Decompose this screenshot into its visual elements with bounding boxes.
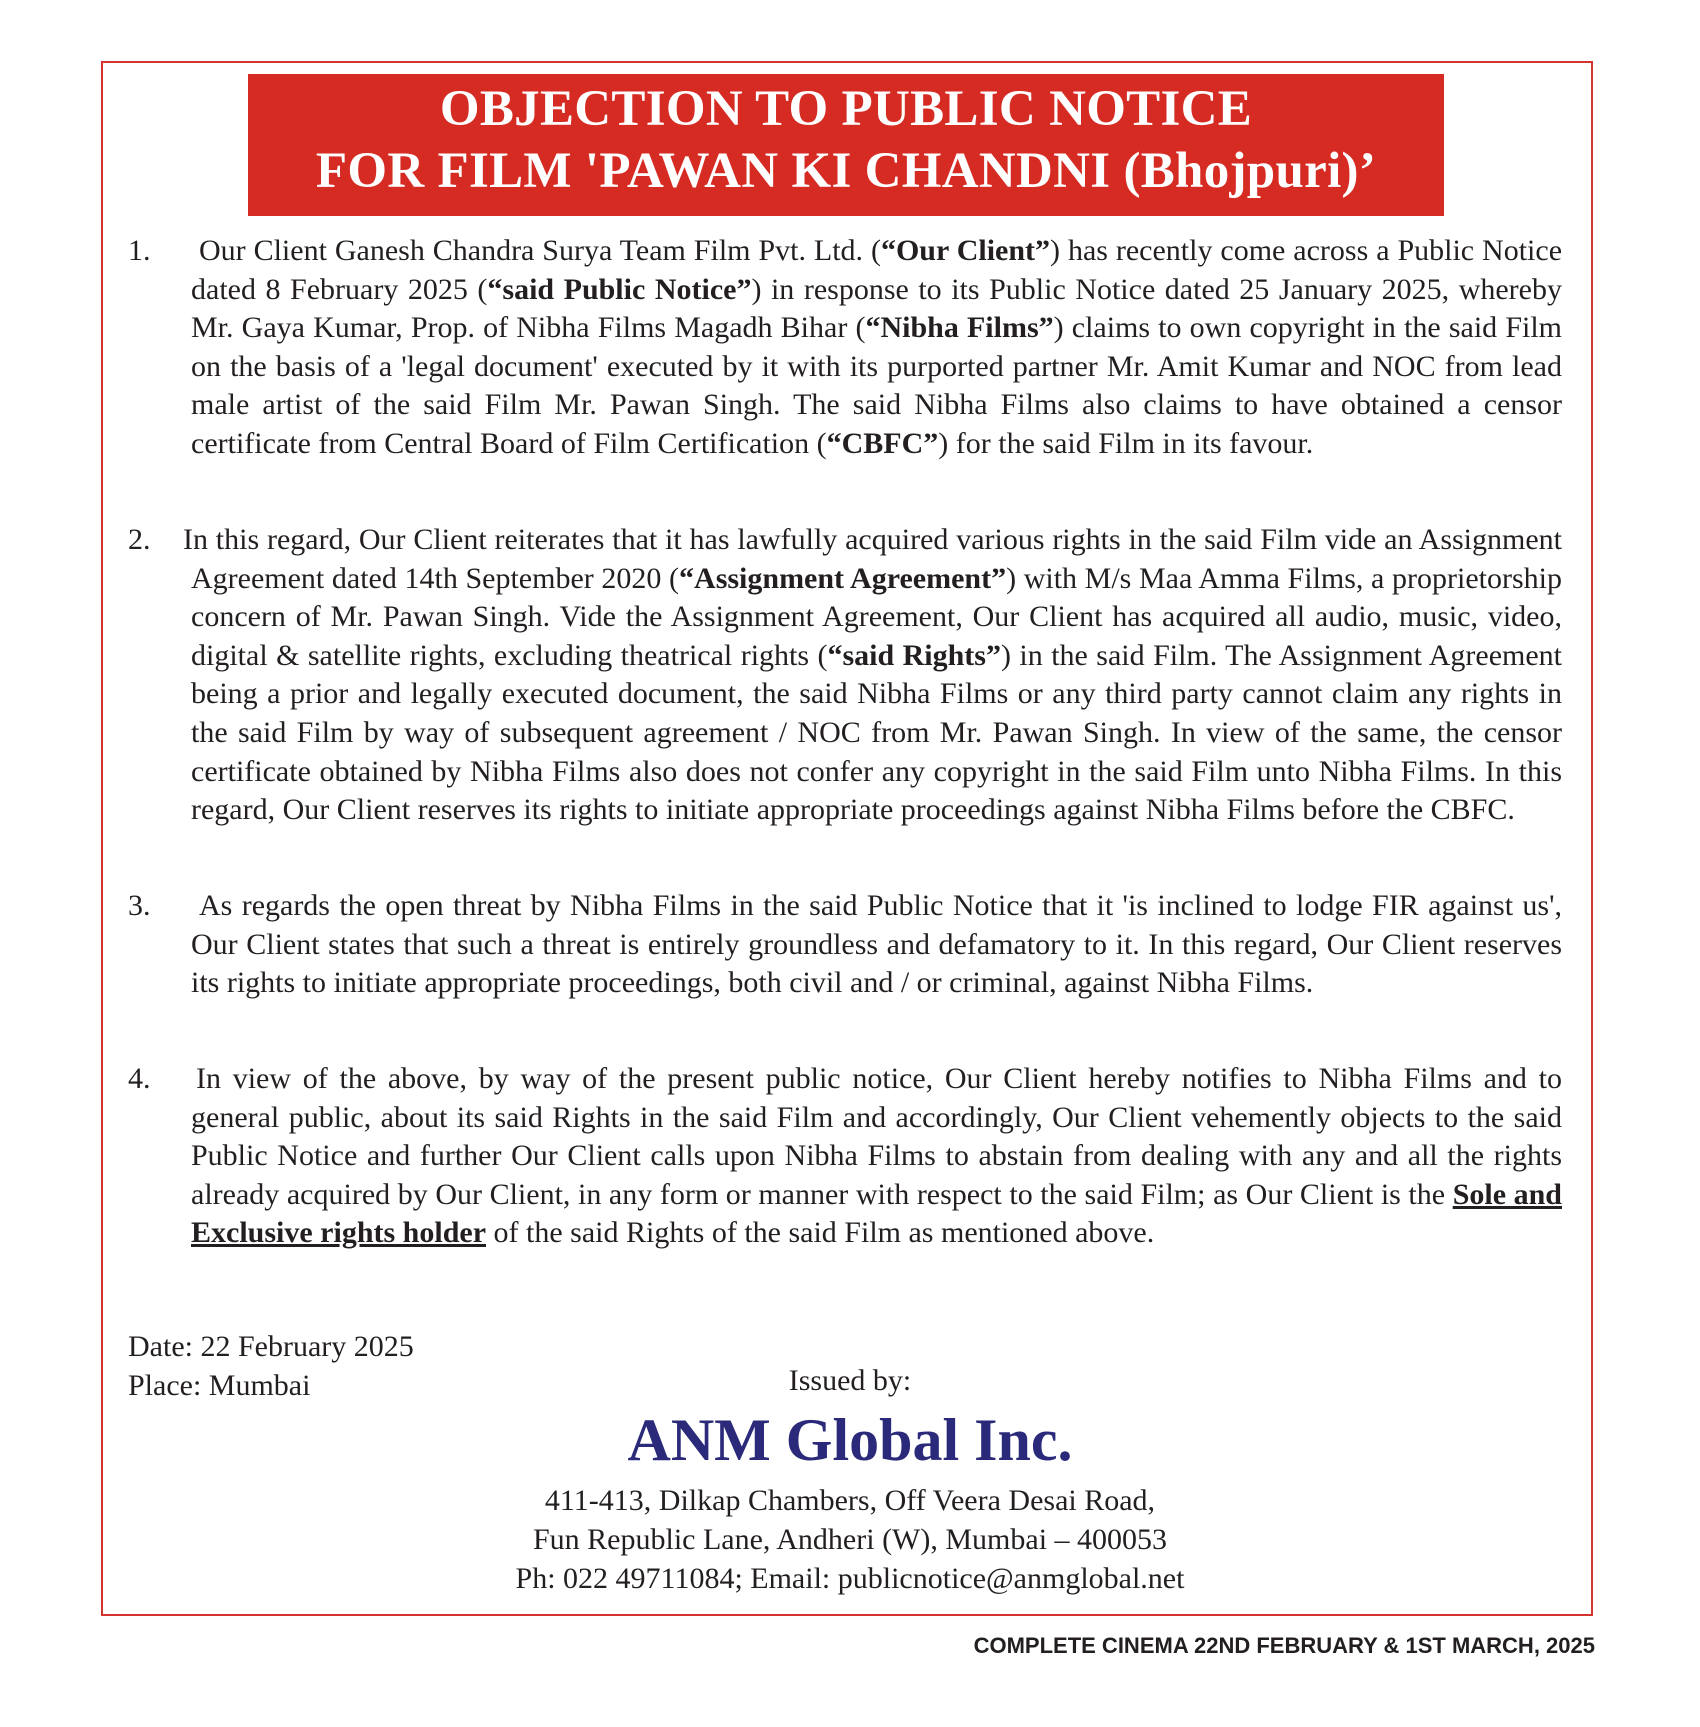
paragraph-3 — [128, 887, 1562, 1003]
date-line: Date: 22 February 2025 — [128, 1330, 414, 1363]
defined-term: “Our Client” — [880, 234, 1051, 267]
text-run: ) in the said Film. The Assignment Agreement being a prior and legally executed document, the said Nibha Films or any third party cannot claim any rights in the said Film by way of subsequent agreement / NOC from Mr. Pawan Singh. In view of the same, the censor certificate obtained by Nibha Films also does not confer any copyright in the said Film unto Nibha Films. In this regard, Our Client reserves its rights to initiate appropriate proceedings against Nibha Films before the CBFC. — [191, 638, 1563, 827]
text-run: ) with M/s Maa Amma Films, a proprietorship concern of Mr. Pawan Singh. Vide the Assignment Agreement, Our Client has acquired all audio, music, video, digital & satellite rights, excluding theatrical rights ( — [191, 561, 1562, 672]
publication-footer: COMPLETE CINEMA 22ND FEBRUARY & 1ST MARCH, 2025 — [973, 1633, 1595, 1658]
text-run: of the said Rights of the said Film as mentioned above. — [486, 1216, 1155, 1250]
text-run: Our Client Ganesh Chandra Surya Team Film Pvt. Ltd. ( — [199, 234, 881, 267]
text-run: In this regard, Our Client reiterates that it has lawfully acquired various rights in the said Film vide an Assignment Agreement dated 14th September 2020 ( — [183, 523, 1562, 595]
issuer-address — [0, 1481, 1700, 1598]
paragraph-body — [191, 1060, 1562, 1253]
emphasized-phrase: Sole and Exclusive rights holder — [191, 1177, 1562, 1250]
defined-term: “CBFC” — [826, 426, 939, 460]
contact-line: Ph: 022 49711084; Email: publicnotice@anmglobal.net — [515, 1562, 1185, 1595]
paragraph-number: 3. — [128, 889, 151, 922]
defined-term: “said Public Notice” — [487, 272, 752, 306]
defined-term: “Assignment Agreement” — [679, 561, 1007, 595]
paragraph-2 — [128, 521, 1562, 830]
text-run: ) claims to own copyright in the said Film on the basis of a 'legal document' executed by it with its purported partner Mr. Amit Kumar and NOC from lead male artist of the said Film Mr. Pawan Singh. The said Nibha Films also claims to have obtained a censor certificate from Central Board of Film Certification ( — [191, 311, 1563, 460]
text-run: ) has recently come across a Public Notice dated 8 February 2025 ( — [191, 234, 1563, 306]
issuer-name: ANM Global Inc. — [627, 1407, 1073, 1473]
title-banner — [248, 74, 1444, 216]
title-line-2: FOR FILM 'PAWAN KI CHANDNI (Bhojpuri)’ — [315, 143, 1377, 199]
paragraph-body — [191, 887, 1562, 1003]
title-line-1: OBJECTION TO PUBLIC NOTICE — [439, 81, 1253, 137]
defined-term: “Nibha Films” — [865, 311, 1054, 345]
text-run: As regards the open threat by Nibha Films in the said Public Notice that it 'is inclined to lodge FIR against us', Our Client states that such a threat is entirely groundless and defamatory to it. In this regard, Our Client reserves its rights to initiate appropriate proceedings, both civil and / or criminal, against Nibha Films. — [191, 889, 1562, 1000]
paragraph-4 — [128, 1060, 1562, 1253]
defined-term: “said Rights” — [827, 638, 1001, 672]
address-line-1: 411-413, Dilkap Chambers, Off Veera Desai Road, — [544, 1484, 1156, 1517]
paragraph-body — [191, 232, 1562, 464]
text-run: ) in response to its Public Notice dated 25 January 2025, whereby Mr. Gaya Kumar, Prop. of Nibha Films Magadh Bihar ( — [191, 272, 1562, 345]
paragraph-number: 4. — [128, 1062, 151, 1095]
address-line-2: Fun Republic Lane, Andheri (W), Mumbai – 400053 — [532, 1523, 1168, 1556]
paragraph-body — [183, 521, 1563, 830]
text-run: ) for the said Film in its favour. — [938, 426, 1314, 460]
paragraph-1 — [128, 232, 1562, 464]
paragraph-number: 1. — [128, 234, 151, 267]
issued-by-label: Issued by: — [788, 1364, 912, 1397]
text-run: In view of the above, by way of the present public notice, Our Client hereby notifies to Nibha Films and to general public, about its said Rights in the said Film and accordingly, Our Client vehemently objects to the said Public Notice and further Our Client calls upon Nibha Films to abstain from dealing with any and all the rights already acquired by Our Client, in any form or manner with respect to the said Film; as Our Client is the — [191, 1062, 1562, 1211]
paragraph-number: 2. — [128, 523, 151, 556]
place-line: Place: Mumbai — [128, 1368, 311, 1402]
